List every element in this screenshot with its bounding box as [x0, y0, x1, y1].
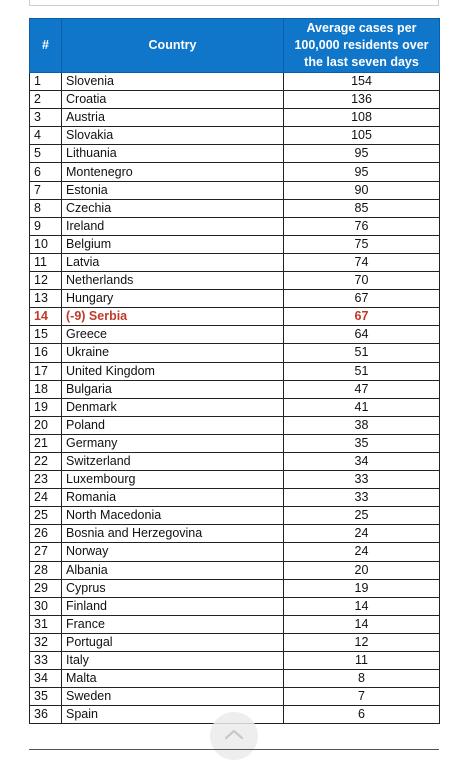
avg-cases-cell: 85 — [284, 199, 440, 217]
avg-cases-cell: 25 — [284, 507, 440, 525]
country-cell: Portugal — [62, 633, 284, 651]
country-cell: Netherlands — [62, 272, 284, 290]
avg-cases-cell: 51 — [284, 362, 440, 380]
rank-cell: 27 — [30, 543, 62, 561]
country-cell: Czechia — [62, 199, 284, 217]
avg-cases-cell: 75 — [284, 235, 440, 253]
previous-content-edge — [29, 0, 439, 6]
country-cell: Sweden — [62, 688, 284, 706]
avg-cases-cell: 90 — [284, 181, 440, 199]
country-cell: Spain — [62, 706, 284, 724]
avg-cases-cell: 76 — [284, 217, 440, 235]
table-row — [30, 525, 440, 543]
table-row — [30, 163, 440, 181]
avg-cases-cell: 51 — [284, 344, 440, 362]
table-row — [30, 308, 440, 326]
table-row — [30, 615, 440, 633]
country-cell: France — [62, 615, 284, 633]
rank-cell: 32 — [30, 633, 62, 651]
table-row — [30, 434, 440, 452]
country-cell: Ukraine — [62, 344, 284, 362]
country-cell: Albania — [62, 561, 284, 579]
country-cell: Greece — [62, 326, 284, 344]
avg-cases-cell: 67 — [284, 308, 440, 326]
avg-cases-cell: 14 — [284, 615, 440, 633]
rank-cell: 35 — [30, 688, 62, 706]
chevron-up-icon — [223, 727, 245, 746]
rank-cell: 20 — [30, 416, 62, 434]
rank-cell: 3 — [30, 109, 62, 127]
header-average-cases: Average cases per 100,000 residents over the last seven days — [284, 19, 440, 73]
country-cell: Montenegro — [62, 163, 284, 181]
rank-cell: 25 — [30, 507, 62, 525]
table-row — [30, 127, 440, 145]
avg-cases-cell: 12 — [284, 633, 440, 651]
rank-cell: 19 — [30, 398, 62, 416]
country-cell: Denmark — [62, 398, 284, 416]
rank-cell: 7 — [30, 181, 62, 199]
table-row — [30, 290, 440, 308]
cases-table — [29, 18, 440, 724]
avg-cases-cell: 33 — [284, 471, 440, 489]
rank-cell: 14 — [30, 308, 62, 326]
table-row — [30, 507, 440, 525]
table-row — [30, 489, 440, 507]
avg-cases-cell: 7 — [284, 688, 440, 706]
avg-cases-cell: 67 — [284, 290, 440, 308]
table-row — [30, 561, 440, 579]
avg-cases-cell: 95 — [284, 163, 440, 181]
country-cell: Switzerland — [62, 452, 284, 470]
avg-cases-cell: 19 — [284, 579, 440, 597]
rank-cell: 24 — [30, 489, 62, 507]
rank-cell: 6 — [30, 163, 62, 181]
avg-cases-cell: 74 — [284, 253, 440, 271]
country-cell: Luxembourg — [62, 471, 284, 489]
rank-cell: 1 — [30, 73, 62, 91]
avg-cases-cell: 38 — [284, 416, 440, 434]
table-row — [30, 597, 440, 615]
country-cell: Slovenia — [62, 73, 284, 91]
rank-cell: 4 — [30, 127, 62, 145]
table-row — [30, 398, 440, 416]
rank-cell: 18 — [30, 380, 62, 398]
rank-cell: 13 — [30, 290, 62, 308]
rank-cell: 22 — [30, 452, 62, 470]
table-body — [30, 73, 440, 724]
header-country: Country — [62, 19, 284, 73]
rank-cell: 9 — [30, 217, 62, 235]
table-row — [30, 217, 440, 235]
country-cell: Croatia — [62, 91, 284, 109]
rank-cell: 15 — [30, 326, 62, 344]
bottom-divider — [29, 749, 439, 750]
table-row — [30, 416, 440, 434]
rank-cell: 34 — [30, 670, 62, 688]
rank-cell: 11 — [30, 253, 62, 271]
country-cell: (-9) Serbia — [62, 308, 284, 326]
country-cell: Germany — [62, 434, 284, 452]
country-cell: United Kingdom — [62, 362, 284, 380]
rank-cell: 30 — [30, 597, 62, 615]
country-cell: Austria — [62, 109, 284, 127]
rank-cell: 21 — [30, 434, 62, 452]
table-header-row — [30, 19, 440, 73]
rank-cell: 8 — [30, 199, 62, 217]
avg-cases-cell: 154 — [284, 73, 440, 91]
rank-cell: 17 — [30, 362, 62, 380]
table-row — [30, 145, 440, 163]
table-row — [30, 235, 440, 253]
country-cell: Poland — [62, 416, 284, 434]
country-cell: Lithuania — [62, 145, 284, 163]
table-row — [30, 326, 440, 344]
country-cell: Malta — [62, 670, 284, 688]
avg-cases-cell: 41 — [284, 398, 440, 416]
country-cell: Italy — [62, 652, 284, 670]
country-cell: Slovakia — [62, 127, 284, 145]
rank-cell: 28 — [30, 561, 62, 579]
table-row — [30, 670, 440, 688]
table-row — [30, 633, 440, 651]
rank-cell: 16 — [30, 344, 62, 362]
rank-cell: 29 — [30, 579, 62, 597]
rank-cell: 2 — [30, 91, 62, 109]
table-row — [30, 380, 440, 398]
country-cell: Hungary — [62, 290, 284, 308]
table-row — [30, 73, 440, 91]
avg-cases-cell: 105 — [284, 127, 440, 145]
rank-cell: 26 — [30, 525, 62, 543]
table-row — [30, 91, 440, 109]
avg-cases-cell: 14 — [284, 597, 440, 615]
avg-cases-cell: 136 — [284, 91, 440, 109]
table-row — [30, 652, 440, 670]
table-row — [30, 344, 440, 362]
table-row — [30, 199, 440, 217]
rank-cell: 31 — [30, 615, 62, 633]
country-cell: Romania — [62, 489, 284, 507]
table-row — [30, 471, 440, 489]
table-row — [30, 272, 440, 290]
country-cell: Bulgaria — [62, 380, 284, 398]
avg-cases-cell: 34 — [284, 452, 440, 470]
avg-cases-cell: 35 — [284, 434, 440, 452]
country-cell: Latvia — [62, 253, 284, 271]
rank-cell: 33 — [30, 652, 62, 670]
country-cell: Belgium — [62, 235, 284, 253]
table-row — [30, 579, 440, 597]
avg-cases-cell: 64 — [284, 326, 440, 344]
table-row — [30, 181, 440, 199]
country-cell: North Macedonia — [62, 507, 284, 525]
country-cell: Cyprus — [62, 579, 284, 597]
table-row — [30, 109, 440, 127]
avg-cases-cell: 20 — [284, 561, 440, 579]
country-cell: Norway — [62, 543, 284, 561]
country-cell: Bosnia and Herzegovina — [62, 525, 284, 543]
avg-cases-cell: 33 — [284, 489, 440, 507]
avg-cases-cell: 6 — [284, 706, 440, 724]
header-rank: # — [30, 19, 62, 73]
avg-cases-cell: 47 — [284, 380, 440, 398]
rank-cell: 5 — [30, 145, 62, 163]
table-row — [30, 253, 440, 271]
table-row — [30, 362, 440, 380]
avg-cases-cell: 24 — [284, 525, 440, 543]
country-cell: Estonia — [62, 181, 284, 199]
scroll-to-top-button[interactable] — [210, 712, 258, 760]
table-row — [30, 688, 440, 706]
table-row — [30, 452, 440, 470]
country-cell: Ireland — [62, 217, 284, 235]
avg-cases-cell: 108 — [284, 109, 440, 127]
avg-cases-cell: 8 — [284, 670, 440, 688]
avg-cases-cell: 95 — [284, 145, 440, 163]
rank-cell: 10 — [30, 235, 62, 253]
rank-cell: 23 — [30, 471, 62, 489]
avg-cases-cell: 70 — [284, 272, 440, 290]
rank-cell: 36 — [30, 706, 62, 724]
table-row — [30, 543, 440, 561]
rank-cell: 12 — [30, 272, 62, 290]
avg-cases-cell: 24 — [284, 543, 440, 561]
country-cell: Finland — [62, 597, 284, 615]
avg-cases-cell: 11 — [284, 652, 440, 670]
